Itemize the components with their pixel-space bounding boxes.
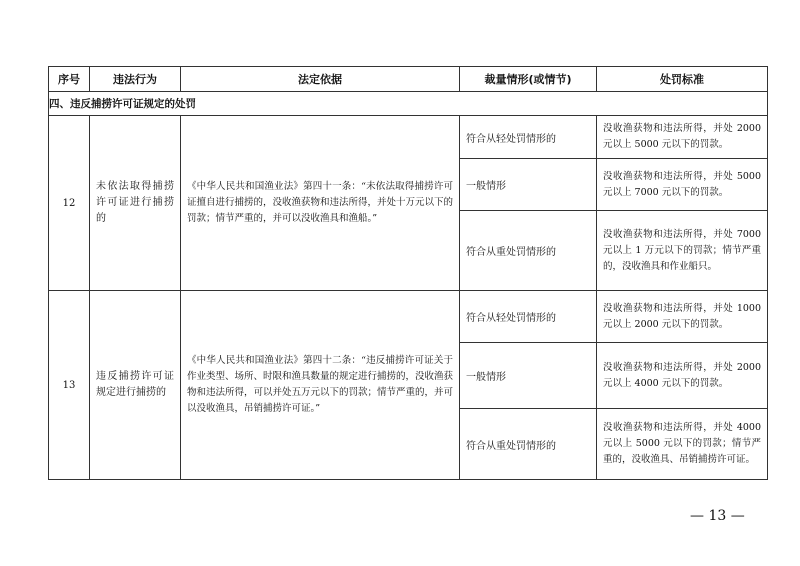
table-row (49, 291, 768, 343)
header-basis: 法定依据 (181, 67, 460, 92)
discretion-situation: 符合从重处罚情形的 (460, 409, 597, 480)
page-number: — 13 — (690, 508, 745, 524)
penalty-standard: 没收渔获物和违法所得，并处 5000 元以上 7000 元以下的罚款。 (597, 159, 768, 211)
row-number: 12 (49, 116, 90, 291)
penalty-standard: 没收渔获物和违法所得，并处 2000 元以上 4000 元以下的罚款。 (597, 343, 768, 409)
discretion-situation: 一般情形 (460, 343, 597, 409)
header-discretion: 裁量情形(或情节) (460, 67, 597, 92)
violation-behavior: 未依法取得捕捞许可证进行捕捞的 (90, 116, 181, 291)
penalty-standard: 没收渔获物和违法所得，并处 1000 元以上 2000 元以下的罚款。 (597, 291, 768, 343)
discretion-situation: 一般情形 (460, 159, 597, 211)
table-row (49, 116, 768, 159)
section-row (49, 92, 768, 116)
penalty-standard: 没收渔获物和违法所得，并处 4000 元以上 5000 元以下的罚款；情节严重的，没收渔具、吊销捕捞许可证。 (597, 409, 768, 480)
row-number: 13 (49, 291, 90, 480)
violation-behavior: 违反捕捞许可证规定进行捕捞的 (90, 291, 181, 480)
penalty-standard: 没收渔获物和违法所得，并处 7000 元以上 1 万元以下的罚款；情节严重的，没收渔具和作业船只。 (597, 211, 768, 291)
header-no: 序号 (49, 67, 90, 92)
legal-basis: 《中华人民共和国渔业法》第四十一条：“未依法取得捕捞许可证擅自进行捕捞的，没收渔获物和违法所得，并处十万元以下的罚款；情节严重的，并可以没收渔具和渔船。” (181, 116, 460, 291)
discretion-situation: 符合从轻处罚情形的 (460, 291, 597, 343)
header-behavior: 违法行为 (90, 67, 181, 92)
penalty-standard: 没收渔获物和违法所得，并处 2000 元以上 5000 元以下的罚款。 (597, 116, 768, 159)
section-title: 四、违反捕捞许可证规定的处罚 (49, 92, 768, 116)
discretion-situation: 符合从重处罚情形的 (460, 211, 597, 291)
legal-basis: 《中华人民共和国渔业法》第四十二条：“违反捕捞许可证关于作业类型、场所、时限和渔具数量的规定进行捕捞的，没收渔获物和违法所得，可以并处五万元以下的罚款；情节严重的，并可以没收渔具，吊销捕捞许可证。” (181, 291, 460, 480)
discretion-situation: 符合从轻处罚情形的 (460, 116, 597, 159)
header-standard: 处罚标准 (597, 67, 768, 92)
penalty-table (48, 66, 768, 480)
table-header-row (49, 67, 768, 92)
